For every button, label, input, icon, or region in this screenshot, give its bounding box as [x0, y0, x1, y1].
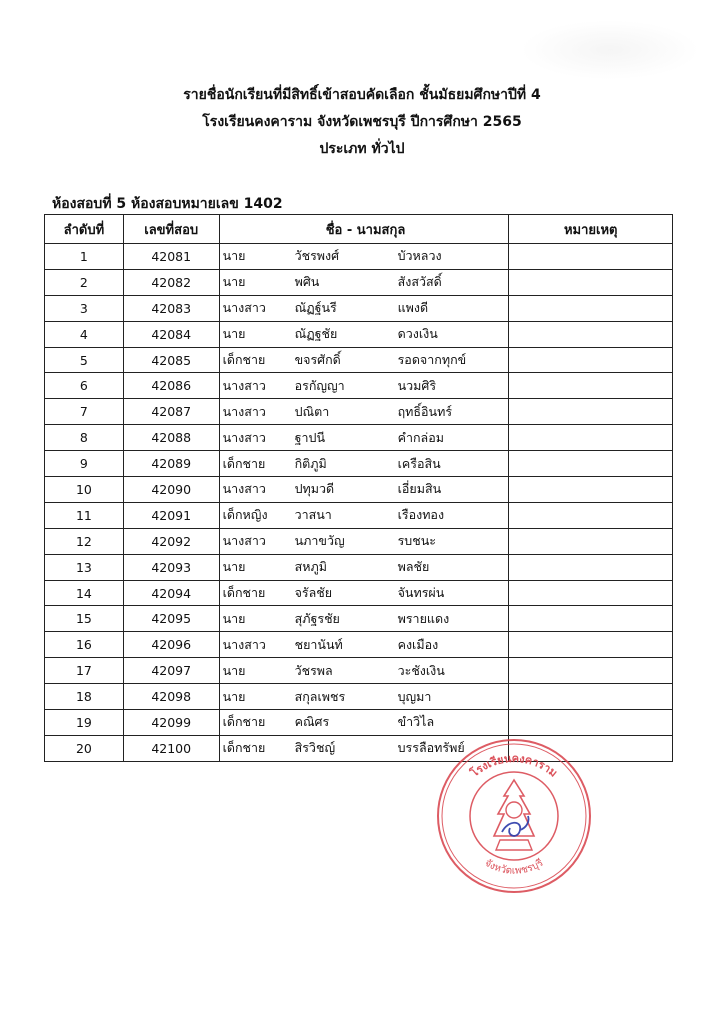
cell-remark: [509, 528, 673, 554]
last-name: ฤทธิ์อินทร์: [397, 403, 453, 419]
cell-full-name: [219, 373, 509, 399]
table-row: [45, 399, 673, 425]
cell-order: 9: [45, 451, 124, 477]
cell-remark: [509, 269, 673, 295]
first-name: นภาขวัญ: [294, 533, 345, 549]
table-row: [45, 684, 673, 710]
cell-full-name: [219, 321, 509, 347]
name-prefix: นางสาว: [222, 533, 266, 549]
first-name: สหภูมิ: [294, 559, 327, 575]
cell-order: 1: [45, 244, 124, 270]
last-name: จันทรผ่น: [397, 585, 445, 601]
last-name: คำกล่อม: [397, 429, 444, 445]
cell-exam-number: 42084: [123, 321, 219, 347]
seal-text-bottom: จังหวัดเพชรบุรี: [482, 857, 546, 877]
cell-exam-number: 42089: [123, 451, 219, 477]
name-prefix: เด็กชาย: [222, 714, 266, 730]
first-name: ปณิตา: [294, 403, 330, 419]
svg-text:โรงเรียนคงคาราม: [467, 752, 560, 780]
last-name: รบชนะ: [397, 533, 436, 549]
first-name: วาสนา: [294, 507, 332, 523]
name-prefix: นาย: [222, 688, 246, 704]
last-name: รอดจากทุกข์: [397, 352, 467, 367]
cell-remark: [509, 658, 673, 684]
document-header: [0, 82, 724, 163]
first-name: ขจรศักดิ์: [294, 352, 341, 367]
cell-order: 10: [45, 477, 124, 503]
cell-remark: [509, 347, 673, 373]
cell-remark: [509, 632, 673, 658]
name-prefix: นางสาว: [222, 300, 266, 316]
cell-exam-number: 42098: [123, 684, 219, 710]
last-name: บุญมา: [397, 688, 432, 704]
cell-full-name: [219, 244, 509, 270]
table-row: [45, 321, 673, 347]
cell-exam-number: 42092: [123, 528, 219, 554]
name-prefix: นาย: [222, 248, 246, 264]
cell-order: 8: [45, 425, 124, 451]
table-header-row: [45, 215, 673, 244]
column-header-exam-number: เลขที่สอบ: [123, 215, 219, 244]
cell-order: 20: [45, 735, 124, 761]
name-prefix: นางสาว: [222, 481, 266, 497]
first-name: ณัฏฐชัย: [294, 326, 338, 342]
table-row: [45, 632, 673, 658]
last-name: ดวงเงิน: [397, 326, 438, 342]
last-name: แพงดี: [397, 300, 429, 316]
name-prefix: นางสาว: [222, 403, 266, 419]
header-line-2: โรงเรียนคงคาราม จังหวัดเพชรบุรี ปีการศึกษา 2565: [202, 114, 522, 130]
cell-order: 17: [45, 658, 124, 684]
school-seal-stamp: [434, 736, 594, 896]
last-name: วะชังเงิน: [397, 662, 445, 678]
last-name: เครือสิน: [397, 455, 441, 471]
student-roster-table: [44, 214, 673, 762]
cell-full-name: [219, 502, 509, 528]
cell-remark: [509, 451, 673, 477]
first-name: ณัฏฐ์นรี: [294, 300, 337, 316]
table-row: [45, 347, 673, 373]
last-name: บัวหลวง: [397, 248, 442, 264]
last-name: พรายแดง: [397, 610, 450, 626]
last-name: นวมศิริ: [397, 377, 437, 393]
table-row: [45, 244, 673, 270]
cell-full-name: [219, 606, 509, 632]
cell-exam-number: 42088: [123, 425, 219, 451]
first-name: ฐาปนี: [294, 429, 325, 445]
cell-full-name: [219, 477, 509, 503]
table-row: [45, 269, 673, 295]
scan-smudge: [520, 20, 700, 80]
name-prefix: นางสาว: [222, 429, 266, 445]
cell-remark: [509, 554, 673, 580]
cell-exam-number: 42085: [123, 347, 219, 373]
name-prefix: เด็กชาย: [222, 455, 266, 471]
last-name: เอี่ยมสิน: [397, 481, 442, 497]
cell-remark: [509, 244, 673, 270]
table-row: [45, 425, 673, 451]
last-name: สังสวัสดิ์: [397, 274, 442, 290]
cell-exam-number: 42086: [123, 373, 219, 399]
name-prefix: นาย: [222, 274, 246, 290]
name-prefix: เด็กชาย: [222, 740, 266, 756]
name-prefix: นาย: [222, 662, 246, 678]
name-prefix: เด็กชาย: [222, 585, 266, 601]
table-row: [45, 580, 673, 606]
last-name: คงเมือง: [397, 636, 439, 652]
cell-full-name: [219, 269, 509, 295]
cell-order: 6: [45, 373, 124, 399]
cell-full-name: [219, 554, 509, 580]
cell-full-name: [219, 399, 509, 425]
cell-remark: [509, 502, 673, 528]
name-prefix: นาย: [222, 559, 246, 575]
cell-exam-number: 42081: [123, 244, 219, 270]
column-header-name: ชื่อ - นามสกุล: [219, 215, 509, 244]
cell-full-name: [219, 425, 509, 451]
first-name: จรัลชัย: [294, 585, 333, 601]
cell-remark: [509, 373, 673, 399]
cell-order: 2: [45, 269, 124, 295]
cell-exam-number: 42093: [123, 554, 219, 580]
cell-full-name: [219, 632, 509, 658]
table-row: [45, 295, 673, 321]
cell-remark: [509, 425, 673, 451]
first-name: ชยานันท์: [294, 636, 343, 652]
cell-order: 4: [45, 321, 124, 347]
cell-exam-number: 42087: [123, 399, 219, 425]
cell-full-name: [219, 295, 509, 321]
cell-exam-number: 42083: [123, 295, 219, 321]
last-name: บรรลือทรัพย์: [397, 740, 465, 756]
cell-exam-number: 42095: [123, 606, 219, 632]
table-row: [45, 658, 673, 684]
cell-exam-number: 42091: [123, 502, 219, 528]
first-name: ปทุมวดี: [294, 481, 335, 497]
cell-exam-number: 42094: [123, 580, 219, 606]
table-row: [45, 554, 673, 580]
first-name: สกุลเพชร: [294, 688, 346, 704]
first-name: สิรวิชญ์: [294, 740, 336, 756]
cell-full-name: [219, 528, 509, 554]
cell-exam-number: 42099: [123, 710, 219, 736]
column-header-order: ลำดับที่: [45, 215, 124, 244]
cell-remark: [509, 477, 673, 503]
last-name: พลชัย: [397, 559, 430, 575]
cell-remark: [509, 580, 673, 606]
name-prefix: นางสาว: [222, 636, 266, 652]
room-heading: ห้องสอบที่ 5 ห้องสอบหมายเลข 1402: [52, 196, 283, 212]
cell-remark: [509, 399, 673, 425]
table-row: [45, 606, 673, 632]
cell-order: 15: [45, 606, 124, 632]
cell-remark: [509, 321, 673, 347]
cell-exam-number: 42096: [123, 632, 219, 658]
first-name: คณิศร: [294, 714, 330, 730]
cell-order: 7: [45, 399, 124, 425]
table-row: [45, 710, 673, 736]
name-prefix: เด็กชาย: [222, 352, 266, 367]
table-row: [45, 502, 673, 528]
cell-full-name: [219, 347, 509, 373]
name-prefix: นาย: [222, 610, 246, 626]
table-body: [45, 244, 673, 762]
last-name: เรืองทอง: [397, 507, 445, 523]
first-name: วัชรพงศ์: [294, 248, 340, 264]
seal-text-top: โรงเรียนคงคาราม: [468, 751, 560, 780]
cell-order: 19: [45, 710, 124, 736]
last-name: ขำวิไล: [397, 714, 435, 730]
cell-order: 14: [45, 580, 124, 606]
cell-remark: [509, 710, 673, 736]
cell-exam-number: 42082: [123, 269, 219, 295]
cell-full-name: [219, 580, 509, 606]
cell-order: 11: [45, 502, 124, 528]
cell-remark: [509, 606, 673, 632]
cell-full-name: [219, 451, 509, 477]
cell-remark: [509, 684, 673, 710]
first-name: พศิน: [294, 274, 320, 290]
first-name: กิติภูมิ: [294, 455, 327, 471]
header-line-3: ประเภท ทั่วไป: [319, 141, 405, 157]
cell-order: 5: [45, 347, 124, 373]
cell-order: 16: [45, 632, 124, 658]
cell-full-name: [219, 658, 509, 684]
table-row: [45, 528, 673, 554]
cell-full-name: [219, 710, 509, 736]
first-name: อรกัญญา: [294, 377, 345, 393]
column-header-remark: หมายเหตุ: [509, 215, 673, 244]
cell-exam-number: 42097: [123, 658, 219, 684]
first-name: วัชรพล: [294, 662, 333, 678]
table-row: [45, 373, 673, 399]
header-line-1: รายชื่อนักเรียนที่มีสิทธิ์เข้าสอบคัดเลือก ชั้นมัธยมศึกษาปีที่ 4: [183, 87, 541, 103]
table-row: [45, 477, 673, 503]
cell-order: 12: [45, 528, 124, 554]
first-name: สุภัฐรชัย: [294, 610, 340, 626]
table-row: [45, 451, 673, 477]
cell-remark: [509, 295, 673, 321]
cell-exam-number: 42090: [123, 477, 219, 503]
name-prefix: นางสาว: [222, 377, 266, 393]
name-prefix: นาย: [222, 326, 246, 342]
cell-exam-number: 42100: [123, 735, 219, 761]
cell-order: 13: [45, 554, 124, 580]
name-prefix: เด็กหญิง: [222, 507, 268, 523]
cell-order: 18: [45, 684, 124, 710]
cell-full-name: [219, 684, 509, 710]
cell-order: 3: [45, 295, 124, 321]
